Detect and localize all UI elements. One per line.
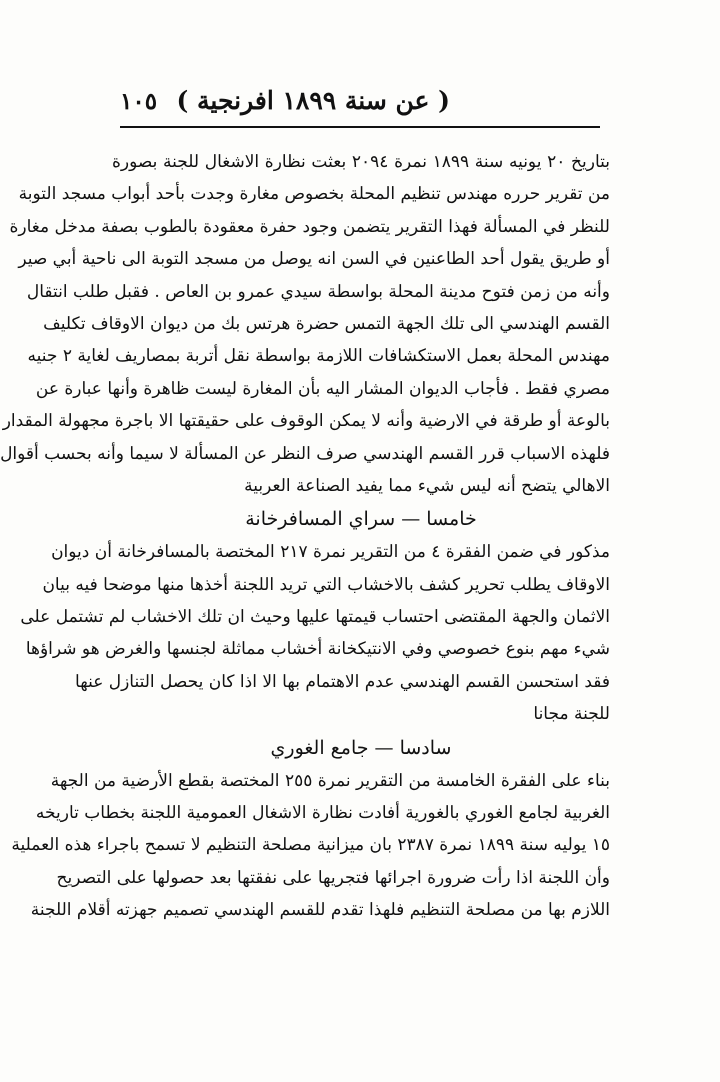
header-rule <box>120 126 600 128</box>
text-line: بالوعة أو طرقة في الارضية وأنه لا يمكن الوقوف على حقيقتها الا باجرة مجهولة المقدار <box>2 411 610 432</box>
section-musafirkhana-paragraph <box>20 536 610 730</box>
page-header <box>120 86 600 126</box>
text-line: مهندس المحلة بعمل الاستكشافات اللازمة بواسطة نقل أتربة بمصاريف لغاية ٢ جنيه <box>27 346 610 367</box>
text-line: بناء على الفقرة الخامسة من التقرير نمرة ٢٥٥ المختصة بقطع الأرضية من الجهة <box>50 770 610 791</box>
text-line: شيء مهم بنوع خصوصي وفي الانتيكخانة أخشاب مماثلة لجنسها والغرض هو شراؤها <box>25 639 610 660</box>
section-heading-musafirkhana: خامسا — سراي المسافرخانة <box>245 508 477 531</box>
text-line: مذكور في ضمن الفقرة ٤ من التقرير نمرة ٢١٧ المختصة بالمسافرخانة أن ديوان <box>51 542 610 563</box>
text-line: ١٥ يوليه سنة ١٨٩٩ نمرة ٢٣٨٧ بان ميزانية مصلحة التنظيم لا تسمح باجراء هذه العملية <box>11 835 610 856</box>
page-number: ١٠٥ <box>120 88 158 115</box>
text-line: للجنة مجانا <box>533 704 610 725</box>
running-title: ( عن سنة ۱۸۹۹ افرنجية ) <box>176 86 450 115</box>
text-line: اللازم بها من مصلحة التنظيم فلهذا تقدم للقسم الهندسي تصميم جهزته أقلام اللجنة <box>30 900 610 921</box>
section-mosque-cave-paragraph <box>0 146 610 502</box>
text-line: الغربية لجامع الغوري بالغورية أفادت نظارة الاشغال العمومية اللجنة بخطاب تاريخه <box>35 803 610 824</box>
text-line: القسم الهندسي الى تلك الجهة التمس حضرة هرتس بك من ديوان الاوقاف تكليف <box>43 313 610 334</box>
text-line: للنظر في المسألة فهذا التقرير يتضمن وجود حفرة معقودة بالطوب بصفة مدخل مغارة <box>9 216 610 237</box>
text-line: وأنه من زمن فتوح مدينة المحلة بواسطة سيدي عمرو بن العاص . فقبل طلب انتقال <box>26 281 610 302</box>
text-line: الاهالي يتضح أنه ليس شيء مما يفيد الصناعة العربية <box>244 475 610 496</box>
text-line: بتاريخ ٢٠ يونيه سنة ١٨٩٩ نمرة ٢٠٩٤ بعثت نظارة الاشغال للجنة بصورة <box>112 152 610 172</box>
page-body <box>0 146 610 927</box>
text-line: فلهذه الاسباب قرر القسم الهندسي صرف النظر عن المسألة لا سيما وأنه بحسب أقوال <box>0 443 610 464</box>
text-line: مصري فقط . فأجاب الديوان المشار اليه بأن المغارة ليست ظاهرة وأنها عبارة عن <box>35 378 610 399</box>
section-ghuri-mosque-paragraph <box>11 765 610 927</box>
text-line: فقد استحسن القسم الهندسي عدم الاهتمام بها الا اذا كان يحصل التنازل عنها <box>75 671 610 692</box>
text-line: أو طريق يقول أحد الطاعنين في السن انه يوصل من مسجد التوبة الى ناحية أبي صير <box>18 249 610 270</box>
section-heading-ghuri-mosque: سادسا — جامع الغوري <box>270 736 452 759</box>
text-line: من تقرير حرره مهندس تنظيم المحلة بخصوص مغارة وجدت بأحد أبواب مسجد التوبة <box>18 184 610 205</box>
text-line: وأن اللجنة اذا رأت ضرورة اجرائها فتجريها على نفقتها بعد حصولها على التصريح <box>56 867 610 888</box>
text-line: الاثمان والجهة المقتضى احتساب قيمتها عليها وحيث ان تلك الاخشاب لم تشتمل على <box>20 607 610 628</box>
text-line: الاوقاف يطلب تحرير كشف بالاخشاب التي تريد اللجنة أخذها منها موضحا فيه بيان <box>42 574 610 595</box>
